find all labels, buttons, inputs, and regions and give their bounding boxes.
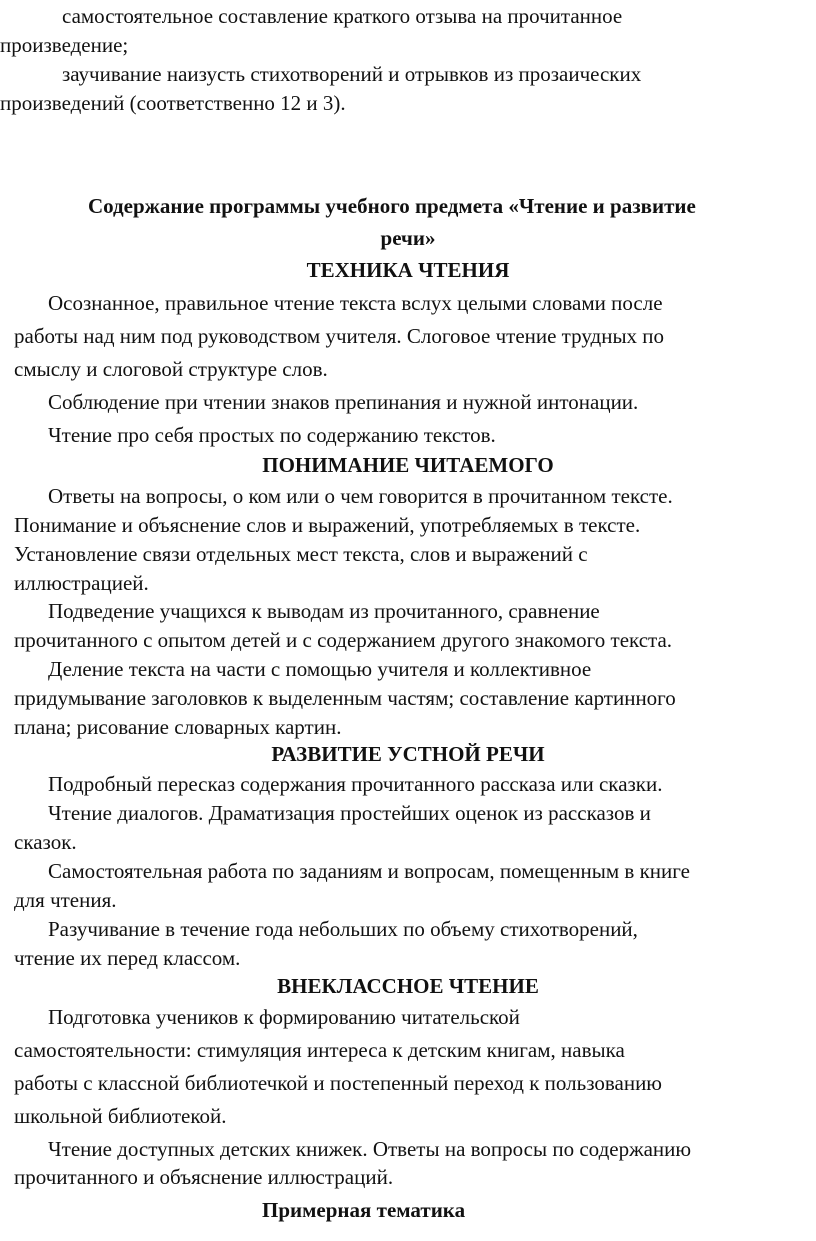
understanding-p1-line4: иллюстрацией. [14,571,149,595]
speech-p3-line1: Самостоятельная работа по заданиям и вопросам, помещенным в книге [48,859,690,883]
intro-item1-line2: произведение; [0,33,129,57]
technique-p3-line1: Чтение про себя простых по содержанию текстов. [48,423,496,447]
speech-p2-line1: Чтение диалогов. Драматизация простейших оценок из рассказов и [48,801,651,825]
speech-p1-line1: Подробный пересказ содержания прочитанного рассказа или сказки. [48,772,663,796]
understanding-p2-line1: Подведение учащихся к выводам из прочитанного, сравнение [48,599,600,623]
intro-item2-line2: произведений (соответственно 12 и 3). [0,91,346,115]
extracurricular-p1-line4: школьной библиотекой. [14,1104,227,1128]
speech-p4-line2: чтение их перед классом. [14,946,241,970]
technique-p2-line1: Соблюдение при чтении знаков препинания и нужной интонации. [48,390,639,414]
understanding-p1-line2: Понимание и объяснение слов и выражений, употребляемых в тексте. [14,513,641,537]
section-heading-topics: Примерная тематика [262,1198,466,1222]
extracurricular-p2-line2: прочитанного и объяснение иллюстраций. [14,1165,394,1189]
understanding-p1-line3: Установление связи отдельных мест текста, слов и выражений с [14,542,588,566]
section-heading-speech: РАЗВИТИЕ УСТНОЙ РЕЧИ [271,742,545,766]
extracurricular-p1-line1: Подготовка учеников к формированию читательской [48,1005,520,1029]
intro-item2-line1: заучивание наизусть стихотворений и отрывков из прозаических [62,62,642,86]
understanding-p1-line1: Ответы на вопросы, о ком или о чем говорится в прочитанном тексте. [48,484,673,508]
speech-p2-line2: сказок. [14,830,77,854]
speech-p3-line2: для чтения. [14,888,117,912]
section-heading-understanding: ПОНИМАНИЕ ЧИТАЕМОГО [262,453,554,477]
understanding-p3-line1: Деление текста на части с помощью учителя и коллективное [48,657,592,681]
understanding-p3-line3: плана; рисование словарных картин. [14,715,342,739]
understanding-p3-line2: придумывание заголовков к выделенным частям; составление картинного [14,686,676,710]
technique-p1-line1: Осознанное, правильное чтение текста вслух целыми словами после [48,291,663,315]
section-heading-technique: ТЕХНИКА ЧТЕНИЯ [306,258,510,282]
page-title-line2: речи» [380,226,436,250]
page-title-line1: Содержание программы учебного предмета «Чтение и развитие [88,194,696,218]
speech-p4-line1: Разучивание в течение года небольших по объему стихотворений, [48,917,638,941]
section-heading-extracurricular: ВНЕКЛАССНОЕ ЧТЕНИЕ [277,974,539,998]
extracurricular-p1-line2: самостоятельности: стимуляция интереса к детским книгам, навыка [14,1038,625,1062]
technique-p1-line2: работы над ним под руководством учителя. Слоговое чтение трудных по [14,324,665,348]
intro-item1-line1: самостоятельное составление краткого отзыва на прочитанное [62,4,623,28]
technique-p1-line3: смыслу и слоговой структуре слов. [14,357,328,381]
extracurricular-p2-line1: Чтение доступных детских книжек. Ответы на вопросы по содержанию [48,1137,692,1161]
understanding-p2-line2: прочитанного с опытом детей и с содержанием другого знакомого текста. [14,628,673,652]
extracurricular-p1-line3: работы с классной библиотечкой и постепенный переход к пользованию [14,1071,662,1095]
